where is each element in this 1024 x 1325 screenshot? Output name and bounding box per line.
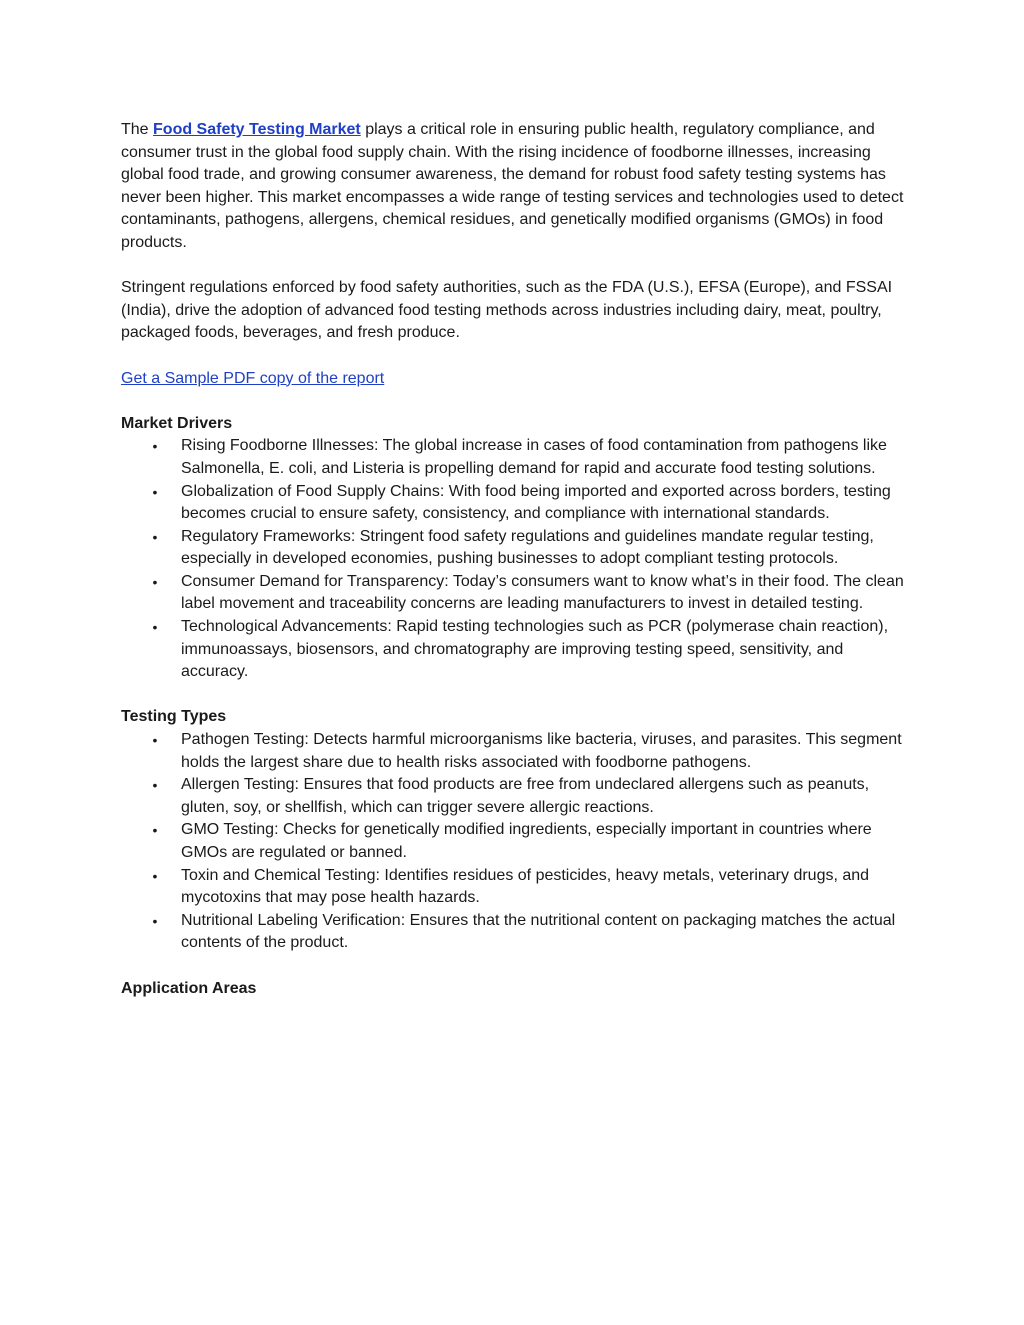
document-body	[121, 119, 911, 1000]
list-item-text: GMO Testing: Checks for genetically modified ingredients, especially important in countries where GMOs are regulated or banned.	[181, 821, 872, 861]
list-item	[121, 774, 911, 819]
list-item	[121, 729, 911, 774]
list-item	[121, 616, 911, 684]
list-item	[121, 435, 911, 480]
bullet-icon: •	[152, 483, 158, 500]
list-item-text: Technological Advancements: Rapid testing technologies such as PCR (polymerase chain reaction), immunoassays, biosensors, and chromatography are improving testing speed, sensitivity, and accuracy.	[181, 618, 889, 681]
list-item	[121, 526, 911, 571]
list-item	[121, 910, 911, 955]
list-item-text: Consumer Demand for Transparency: Today’s consumers want to know what’s in their food. The clean label movement and traceability concerns are leading manufacturers to invest in detailed testing.	[181, 572, 904, 613]
bullet-icon: •	[152, 822, 158, 839]
market-drivers-list	[121, 435, 911, 684]
list-item-text: Regulatory Frameworks: Stringent food safety regulations and guidelines mandate regular testing, especially in developed economies, pushing businesses to adopt compliant testing protocols.	[181, 527, 874, 568]
testing-types-list	[121, 729, 911, 955]
sample-link-paragraph	[121, 368, 911, 391]
bullet-icon: •	[152, 777, 158, 794]
list-item-text: Nutritional Labeling Verification: Ensures that the nutritional content on packaging matches the actual contents of the product.	[181, 911, 896, 952]
list-item	[121, 481, 911, 526]
intro-text-start: The	[121, 121, 154, 138]
list-item-text: Globalization of Food Supply Chains: With food being imported and exported across borders, testing becomes crucial to ensure safety, consistency, and compliance with international standards.	[181, 482, 891, 523]
intro-paragraph	[121, 119, 911, 255]
market-drivers-heading: Market Drivers	[121, 414, 233, 432]
list-item-text: Allergen Testing: Ensures that food products are free from undeclared allergens such as peanuts, gluten, soy, or shellfish, which can trigger severe allergic reactions.	[181, 776, 870, 816]
list-item-text: Toxin and Chemical Testing: Identifies residues of pesticides, heavy metals, veterinary drugs, and mycotoxins that may pose health hazards.	[181, 866, 870, 907]
application-areas-heading: Application Areas	[121, 979, 257, 997]
intro-text-rest: plays a critical role in ensuring public health, regulatory compliance, and consumer trust in the global food supply chain. With the rising incidence of foodborne illnesses, increasing global food trade, and growing consumer awareness, the demand for robust food safety testing systems has never been higher. This market encompasses a wide range of testing services and technologies used to detect contaminants, pathogens, allergens, chemical residues, and genetically modified organisms (GMOs) in food products.	[121, 121, 904, 251]
list-item	[121, 571, 911, 616]
food-safety-testing-market-link[interactable]: Food Safety Testing Market	[153, 121, 361, 138]
sample-pdf-link[interactable]: Get a Sample PDF copy of the report	[121, 369, 385, 387]
bullet-icon: •	[152, 528, 158, 545]
bullet-icon: •	[152, 619, 158, 636]
bullet-icon: •	[152, 573, 158, 590]
regulations-paragraph: Stringent regulations enforced by food safety authorities, such as the FDA (U.S.), EFSA (Europe), and FSSAI (India), drive the adoption of advanced food testing methods across industries including dairy, meat, poultry, packaged foods, beverages, and fresh produce.	[121, 279, 893, 342]
list-item-text: Rising Foodborne Illnesses: The global increase in cases of food contamination from pathogens like Salmonella, E. coli, and Listeria is propelling demand for rapid and accurate food testing solutions.	[181, 437, 887, 477]
bullet-icon: •	[152, 867, 158, 884]
list-item	[121, 865, 911, 910]
bullet-icon: •	[152, 732, 158, 749]
testing-types-heading: Testing Types	[121, 708, 227, 726]
bullet-icon: •	[152, 912, 158, 929]
list-item-text: Pathogen Testing: Detects harmful microorganisms like bacteria, viruses, and parasites. This segment holds the largest share due to health risks associated with foodborne pathogens.	[181, 731, 902, 771]
bullet-icon: •	[152, 438, 158, 455]
list-item	[121, 819, 911, 864]
